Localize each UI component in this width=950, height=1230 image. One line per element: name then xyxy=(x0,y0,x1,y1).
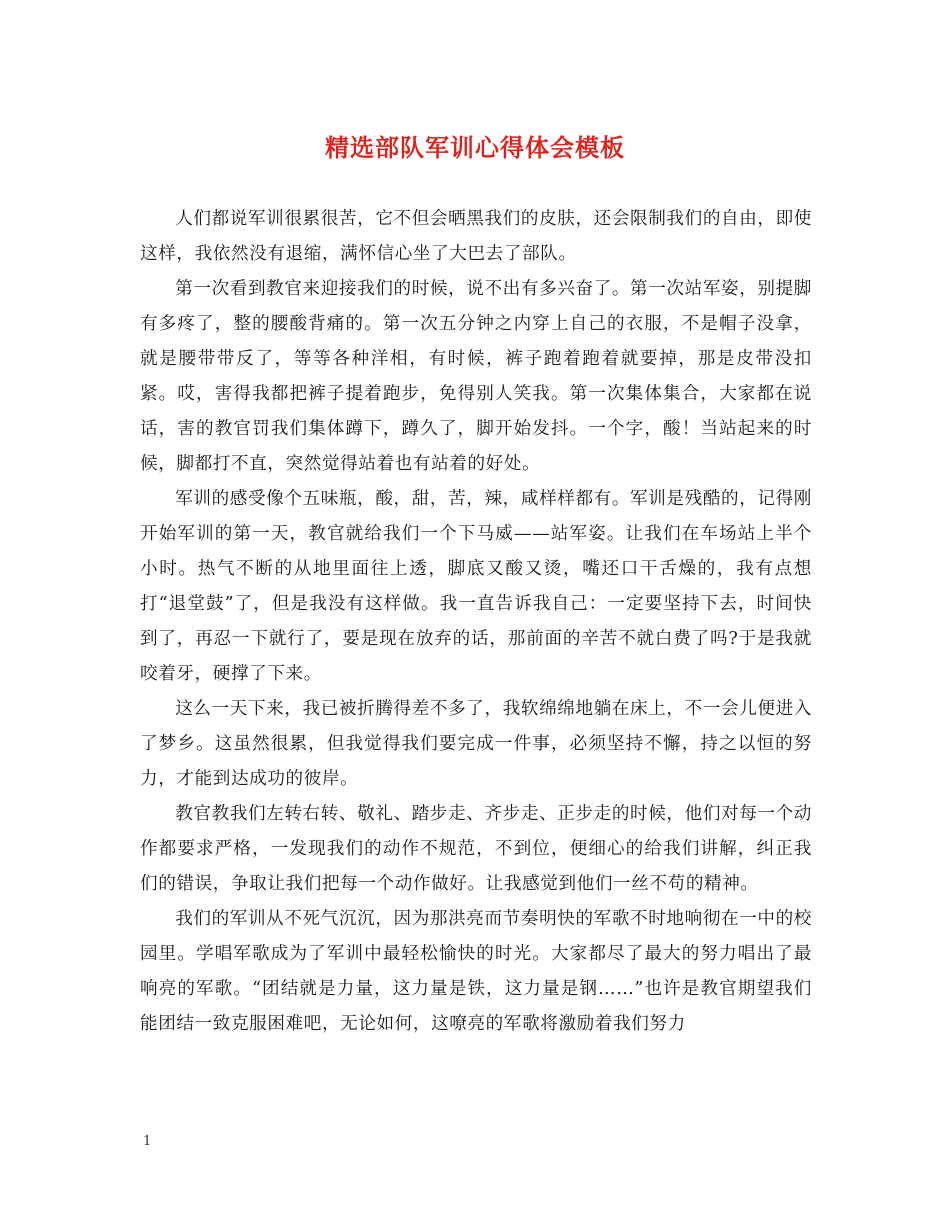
page-number: 1 xyxy=(143,1134,152,1149)
document-body xyxy=(140,202,812,1042)
paragraph-1: 人们都说军训很累很苦，它不但会晒黑我们的皮肤，还会限制我们的自由，即使这样，我依然没有退缩，满怀信心坐了大巴去了部队。 xyxy=(140,209,812,264)
paragraph-2: 第一次看到教官来迎接我们的时候，说不出有多兴奋了。第一次站军姿，别提脚有多疼了，整的腰酸背痛的。第一次五分钟之内穿上自己的衣服，不是帽子没拿，就是腰带带反了，等等各种洋相，有时候，裤子跑着跑着就要掉，那是皮带没扣紧。哎，害得我都把裤子提着跑步，免得别人笑我。第一次集体集合，大家都在说话，害的教官罚我们集体蹲下，蹲久了，脚开始发抖。一个字，酸！当站起来的时候，脚都打不直，突然觉得站着也有站着的好处。 xyxy=(140,279,812,474)
paragraph-5: 教官教我们左转右转、敬礼、踏步走、齐步走、正步走的时候，他们对每一个动作都要求严格，一发现我们的动作不规范，不到位，便细心的给我们讲解，纠正我们的错误，争取让我们把每一个动作做好。让我感觉到他们一丝不苟的精神。 xyxy=(140,804,812,894)
paragraph-6: 我们的军训从不死气沉沉，因为那洪亮而节奏明快的军歌不时地响彻在一中的校园里。学唱军歌成为了军训中最轻松愉快的时光。大家都尽了最大的努力唱出了最响亮的军歌。“团结就是力量，这力量是铁，这力量是钢……”也许是教官期望我们能团结一致克服困难吧，无论如何，这嘹亮的军歌将激励着我们努力 xyxy=(140,909,812,1034)
document-title: 精选部队军训心得体会模板 xyxy=(325,133,625,162)
paragraph-3: 军训的感受像个五味瓶，酸，甜，苦，辣，咸样样都有。军训是残酷的，记得刚开始军训的第一天，教官就给我们一个下马威——站军姿。让我们在车场站上半个小时。热气不断的从地里面往上透，脚底又酸又烫，嘴还口干舌燥的，我有点想打“退堂鼓”了，但是我没有这样做。我一直告诉我自己：一定要坚持下去，时间快到了，再忍一下就行了，要是现在放弃的话，那前面的辛苦不就白费了吗?于是我就咬着牙，硬撑了下来。 xyxy=(140,489,812,684)
paragraph-4: 这么一天下来，我已被折腾得差不多了，我软绵绵地躺在床上，不一会儿便进入了梦乡。这虽然很累，但我觉得我们要完成一件事，必须坚持不懈，持之以恒的努力，才能到达成功的彼岸。 xyxy=(140,699,812,789)
